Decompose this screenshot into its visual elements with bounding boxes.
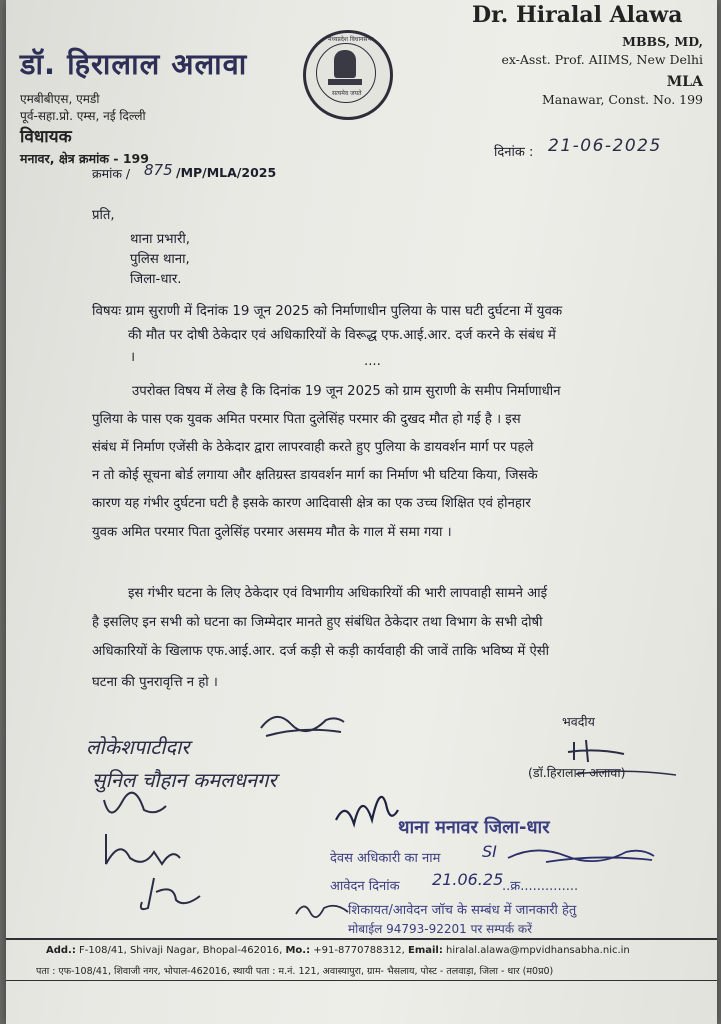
ref-suffix: /MP/MLA/2025 [176, 165, 277, 180]
footer-email: hiralal.alawa@mpvidhansabha.nic.in [446, 945, 630, 956]
constituency-hindi: मनावर, क्षेत्र क्रमांक - 199 [20, 151, 149, 166]
subject-dots: .... [364, 354, 381, 369]
handwritten-signature-3-icon [100, 828, 184, 872]
police-stamp-officer-label: देवस अधिकारी का नाम [330, 851, 441, 866]
recipient-line-3: जिला-धार. [130, 272, 182, 287]
strike-icon [576, 766, 676, 780]
police-stamp-date-after: ..क्र.............. [502, 879, 579, 894]
handwritten-signature-2-icon [100, 790, 170, 826]
para1-line-1: उपरोक्त विषय में लेख है कि दिनांक 19 जून 2025 को ग्राम सुराणी के समीप निर्माणाधीन [132, 384, 561, 399]
police-stamp-title: थाना मनावर जिला-धार [398, 817, 550, 838]
ref-number: 875 [144, 161, 173, 179]
constituency-english: Manawar, Const. No. 199 [541, 92, 703, 107]
signatory-name: (डॉ.हिरालाल अलावा) [528, 765, 626, 780]
letter-page [6, 0, 717, 1024]
footer-rule-bottom [6, 980, 717, 981]
para1-line-4: न तो कोई सूचना बोर्ड लगाया और क्षतिग्रस्त डायवर्शन मार्ग का निर्माण भी घटिया किया, जिसके [92, 468, 538, 483]
date-label: दिनांक : [494, 145, 534, 160]
footer-mobile-label: Mo.: [285, 945, 311, 956]
para2-line-3: अधिकारियों के खिलाफ एफ.आई.आर. दर्ज कड़ी से कड़ी कार्यवाही की जावें ताकि भविष्य में ऐसी [92, 644, 550, 659]
qualification-hindi: एमबीबीएस, एमडी [20, 92, 100, 106]
para2-line-4: घटना की पुनरावृत्ति न हो । [92, 675, 218, 690]
prati-label: प्रति, [92, 208, 115, 223]
handwritten-signature-4-icon [134, 874, 204, 914]
subject-line-1: विषयः ग्राम सुराणी में दिनांक 19 जून 2025 को निर्माणाधीन पुलिया के पास घटी दुर्घटना में युवक [92, 304, 563, 319]
subject-line-3: । [130, 350, 136, 365]
footer-mobile: +91-8770788312, [313, 945, 405, 956]
ref-label: क्रमांक / [92, 166, 131, 181]
footer-address: F-108/41, Shivaji Nagar, Bhopal-462016, [79, 945, 283, 956]
date-value: 21-06-2025 [548, 136, 662, 156]
handwritten-signature-1-icon [256, 706, 346, 740]
name-hindi: डॉ. हिरालाल अलावा [20, 47, 248, 81]
officer-name-scribble-icon [506, 842, 656, 866]
footer-contact-line [46, 945, 630, 956]
para2-line-1: इस गंभीर घटना के लिए ठेकेदार एवं विभागीय अधिकारियों की भारी लापवाही सामने आई [128, 586, 548, 601]
assembly-seal: मध्यप्रदेश विधानसभा सत्यमेव जयते [303, 30, 393, 120]
title-hindi: विधायक [20, 127, 72, 147]
recipient-line-2: पुलिस थाना, [130, 252, 190, 267]
police-stamp-officer-value: SI [482, 842, 497, 861]
police-stamp-line-4: शिकायत/आवेदन जॉच के सम्बंध में जानकारी हेतु [348, 903, 577, 918]
title-english: MLA [666, 74, 703, 90]
footer-hindi-address: पता : एफ-108/41, शिवाजी नगर, भोपाल-462016, स्थायी पता : म.नं. 121, अवास्यापुरा, ग्राम- भैसलाय, पोस्ट - तलवाड़ा, जिला - धार (म0प्र0) [36, 966, 554, 977]
former-post-english: ex-Asst. Prof. AIIMS, New Delhi [501, 52, 703, 67]
footer-email-label: Email: [407, 945, 443, 956]
footer-rule-top [6, 938, 717, 940]
name-english: Dr. Hiralal Alawa [472, 2, 683, 28]
handwritten-name-1: लोकेशपाटीदार [86, 735, 190, 759]
qualification-english: MBBS, MD, [622, 34, 703, 49]
para1-line-6: युवक अमित परमार पिता दुलेसिंह परमार असमय मौत के गाल में समा गया । [92, 525, 452, 540]
para1-line-3: संबंध में निर्माण एजेंसी के ठेकेदार द्वारा लापरवाही करते हुए पुलिया के डायवर्शन मार्ग पर पहले [92, 440, 534, 455]
handwritten-name-2: सुनिल चौहान कमलधनगर [92, 768, 277, 792]
former-post-hindi: पूर्व-सहा.प्रो. एम्स, नई दिल्ली [20, 109, 146, 123]
recipient-line-1: थाना प्रभारी, [130, 232, 190, 247]
police-stamp-date-label: आवेदन दिनांक [330, 879, 400, 894]
receiver-signature-icon [292, 896, 352, 922]
lion-capital-icon [334, 50, 356, 78]
para1-line-2: पुलिया के पास एक युवक अमित परमार पिता दुलेसिंह परमार की दुखद मौत हो गई है । इस [92, 412, 521, 427]
subject-line-2: की मौत पर दोषी ठेकेदार एवं अधिकारियों के विरूद्ध एफ.आई.आर. दर्ज करने के संबंध में [128, 328, 556, 343]
officer-signature-icon [332, 780, 402, 840]
footer-add-label: Add.: [46, 945, 76, 956]
para1-line-5: कारण यह गंभीर दुर्घटना घटी है इसके कारण आदिवासी क्षेत्र का एक उच्च शिक्षित एवं होनहार [92, 496, 531, 511]
police-stamp-date-value: 21.06.25 [432, 870, 504, 889]
mla-signature-icon [566, 736, 626, 766]
para2-line-2: है इसलिए इन सभी को घटना का जिम्मेदार मानते हुए संबंधित ठेकेदार तथा विभाग के सभी दोषी [92, 615, 543, 630]
police-stamp-line-5: मोबाईल 94793-92201 पर सम्पर्क करें [348, 922, 533, 936]
yours-faithfully: भवदीय [562, 714, 595, 729]
